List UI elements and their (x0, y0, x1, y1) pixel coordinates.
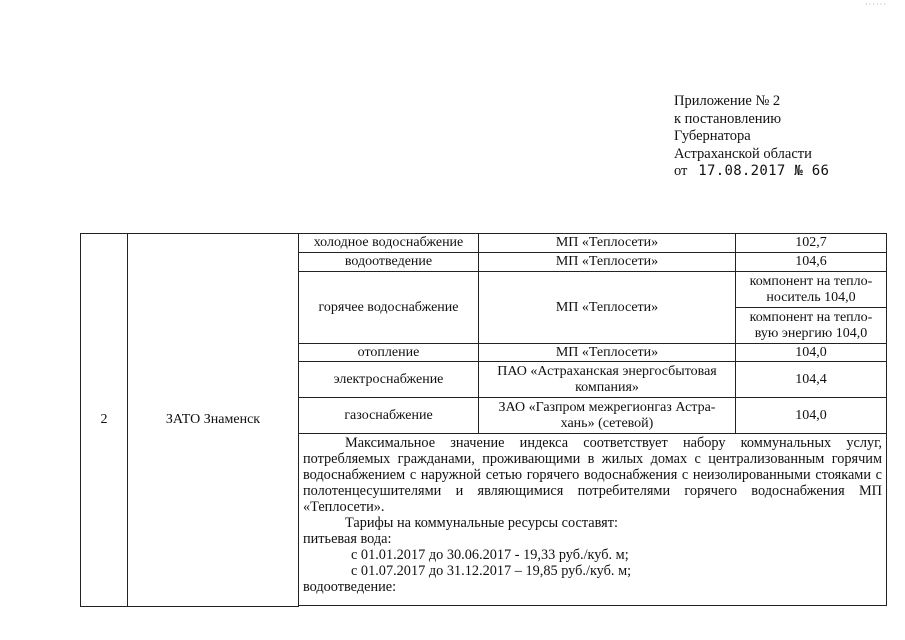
provider-cell: МП «Теплосети» (479, 344, 736, 362)
provider-cell: МП «Теплосети» (479, 234, 736, 253)
note-paragraph: Максимальное значение индекса соответствует набору коммунальных услуг, потребляемых гражданами, проживающими в жилых домах с централизованным горячим водоснабжением с наружной сетью горячего водоснабжения с неизолированными стояками с полотенцесушителями и являющимися потребителями горячего водоснабжения МП «Теплосети». (303, 435, 882, 515)
service-cell: отопление (299, 344, 479, 362)
row-number-cell: 2 (81, 234, 128, 607)
note-cell (299, 434, 887, 606)
header-date-prefix: от (674, 163, 688, 179)
index-value-cell: 104,6 (736, 253, 887, 272)
index-value-cell: 104,0 (736, 398, 887, 434)
provider-cell: МП «Теплосети» (479, 253, 736, 272)
service-cell: холодное водоснабжение (299, 234, 479, 253)
document-header (674, 93, 894, 181)
drinking-water-label: питьевая вода: (303, 531, 392, 547)
tariff-block (303, 515, 882, 595)
index-value-cell: 104,4 (736, 362, 887, 398)
provider-cell: ЗАО «Газпром межрегионгаз Астра-хань» (сетевой) (479, 398, 736, 434)
header-date-number: 17.08.2017 № 66 (698, 163, 830, 179)
table-row (81, 234, 887, 253)
index-value-cell: 102,7 (736, 234, 887, 253)
tariff-line: с 01.01.2017 до 30.06.2017 - 19,33 руб./куб. м; (351, 547, 629, 563)
tariffs-intro: Тарифы на коммунальные ресурсы составят: (345, 515, 618, 531)
sewerage-label: водоотведение: (303, 579, 397, 595)
municipality-cell: ЗАТО Знаменск (128, 234, 299, 607)
provider-cell: МП «Теплосети» (479, 272, 736, 344)
header-date-line (674, 163, 894, 181)
component-cell: компонент на тепло-вую энергию 104,0 (736, 308, 887, 344)
provider-cell: ПАО «Астраханская энергосбытовая компания» (479, 362, 736, 398)
service-cell: электроснабжение (299, 362, 479, 398)
header-resolution-line: к постановлению (674, 110, 782, 127)
header-governor-line: Губернатора (674, 128, 751, 144)
corner-scan-mark: ······ (865, 0, 887, 9)
component-cell: компонент на тепло-носитель 104,0 (736, 272, 887, 308)
index-table (80, 233, 887, 607)
service-cell: водоотведение (299, 253, 479, 272)
service-cell: горячее водоснабжение (299, 272, 479, 344)
tariff-line: с 01.07.2017 до 31.12.2017 – 19,85 руб./куб. м; (351, 563, 632, 579)
header-appendix-line: Приложение № 2 (674, 93, 781, 109)
index-value-cell: 104,0 (736, 344, 887, 362)
header-region-line: Астраханской области (674, 145, 812, 162)
service-cell: газоснабжение (299, 398, 479, 434)
